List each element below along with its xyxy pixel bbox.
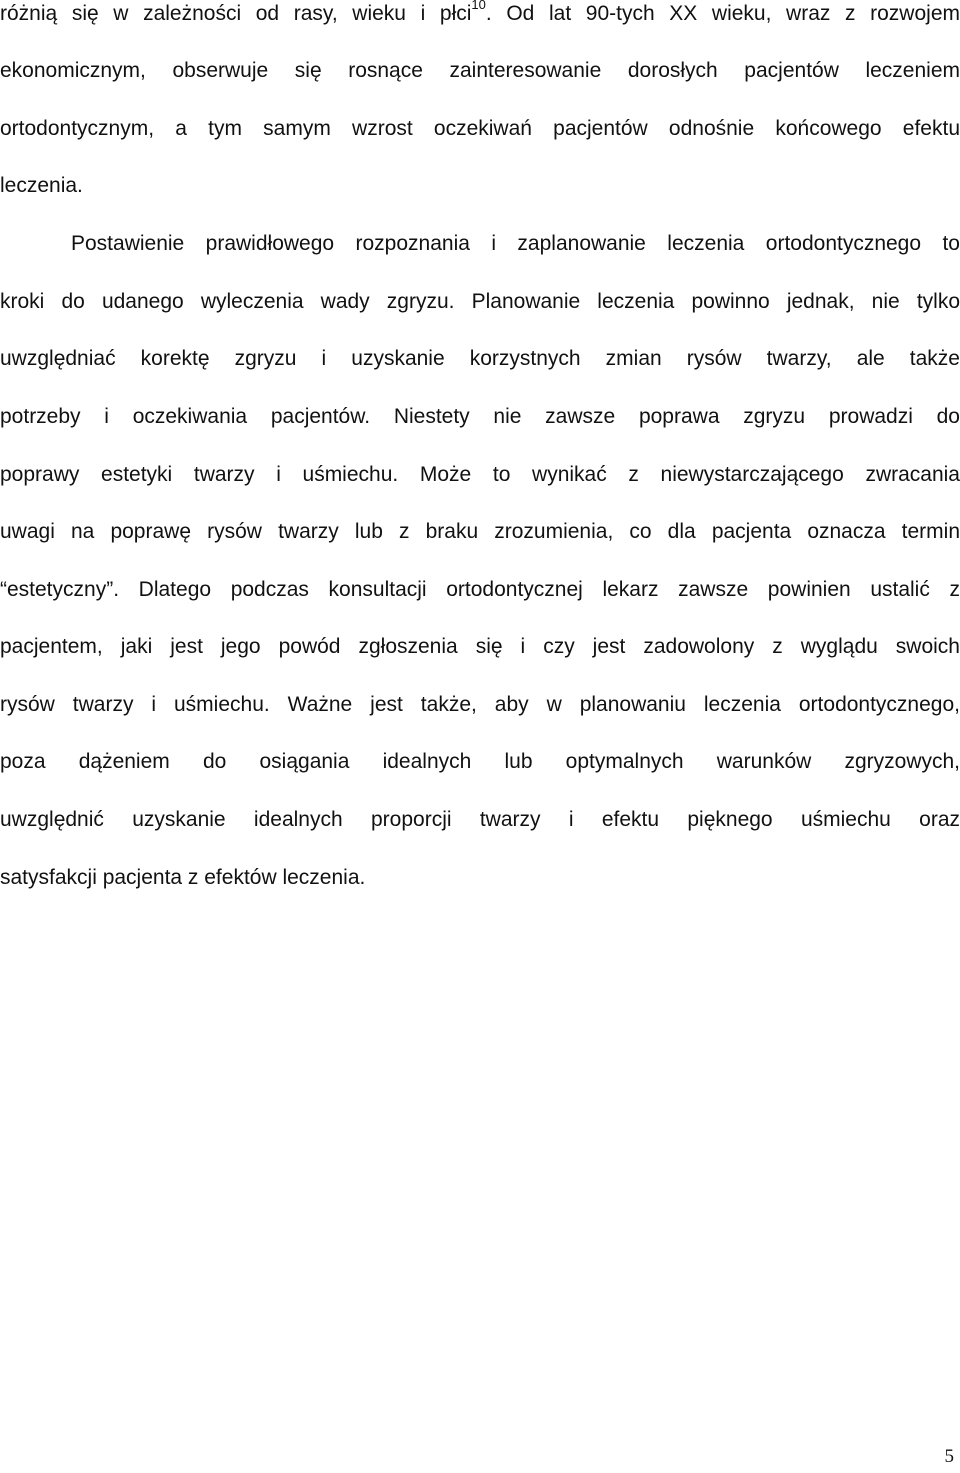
paragraph-1-line-1-rest: . Od lat 90-tych XX wieku, wraz z rozwojem	[485, 2, 960, 25]
paragraph-1-line-2: ekonomicznym, obserwuje się rosnące zainteresowanie dorosłych pacjentów leczeniem	[0, 59, 960, 82]
paragraph-2-line-5: poprawy estetyki twarzy i uśmiechu. Może to wynikać z niewystarczającego zwracania	[0, 463, 960, 486]
page-number: 5	[944, 1446, 954, 1467]
paragraph-2-line-1: Postawienie prawidłowego rozpoznania i zaplanowanie leczenia ortodontycznego to	[71, 232, 960, 255]
paragraph-1-line-4: leczenia.	[0, 174, 83, 197]
paragraph-2-line-3: uwzględniać korektę zgryzu i uzyskanie korzystnych zmian rysów twarzy, ale także	[0, 347, 960, 370]
paragraph-1-line-1-text: różnią się w zależności od rasy, wieku i płci	[0, 2, 472, 25]
paragraph-2-line-6: uwagi na poprawę rysów twarzy lub z braku zrozumienia, co dla pacjenta oznacza termin	[0, 520, 960, 543]
paragraph-2-line-12: satysfakcji pacjenta z efektów leczenia.	[0, 866, 366, 889]
paragraph-2-line-8: pacjentem, jaki jest jego powód zgłoszenia się i czy jest zadowolony z wyglądu swoich	[0, 635, 960, 658]
paragraph-2-line-10: poza dążeniem do osiągania idealnych lub optymalnych warunków zgryzowych,	[0, 750, 960, 773]
paragraph-2-line-11: uwzględnić uzyskanie idealnych proporcji twarzy i efektu pięknego uśmiechu oraz	[0, 808, 960, 831]
paragraph-1-line-1	[0, 0, 960, 28]
paragraph-2-line-7: “estetyczny”. Dlatego podczas konsultacji ortodontycznej lekarz zawsze powinien ustalić z	[0, 578, 960, 601]
paragraph-2-line-9: rysów twarzy i uśmiechu. Ważne jest także, aby w planowaniu leczenia ortodontycznego,	[0, 693, 960, 716]
footnote-reference: 10	[471, 0, 486, 12]
paragraph-1-line-3: ortodontycznym, a tym samym wzrost oczekiwań pacjentów odnośnie końcowego efektu	[0, 117, 960, 140]
paragraph-2-line-2: kroki do udanego wyleczenia wady zgryzu. Planowanie leczenia powinno jednak, nie tylko	[0, 290, 960, 313]
paragraph-2-line-4: potrzeby i oczekiwania pacjentów. Niestety nie zawsze poprawa zgryzu prowadzi do	[0, 405, 960, 428]
